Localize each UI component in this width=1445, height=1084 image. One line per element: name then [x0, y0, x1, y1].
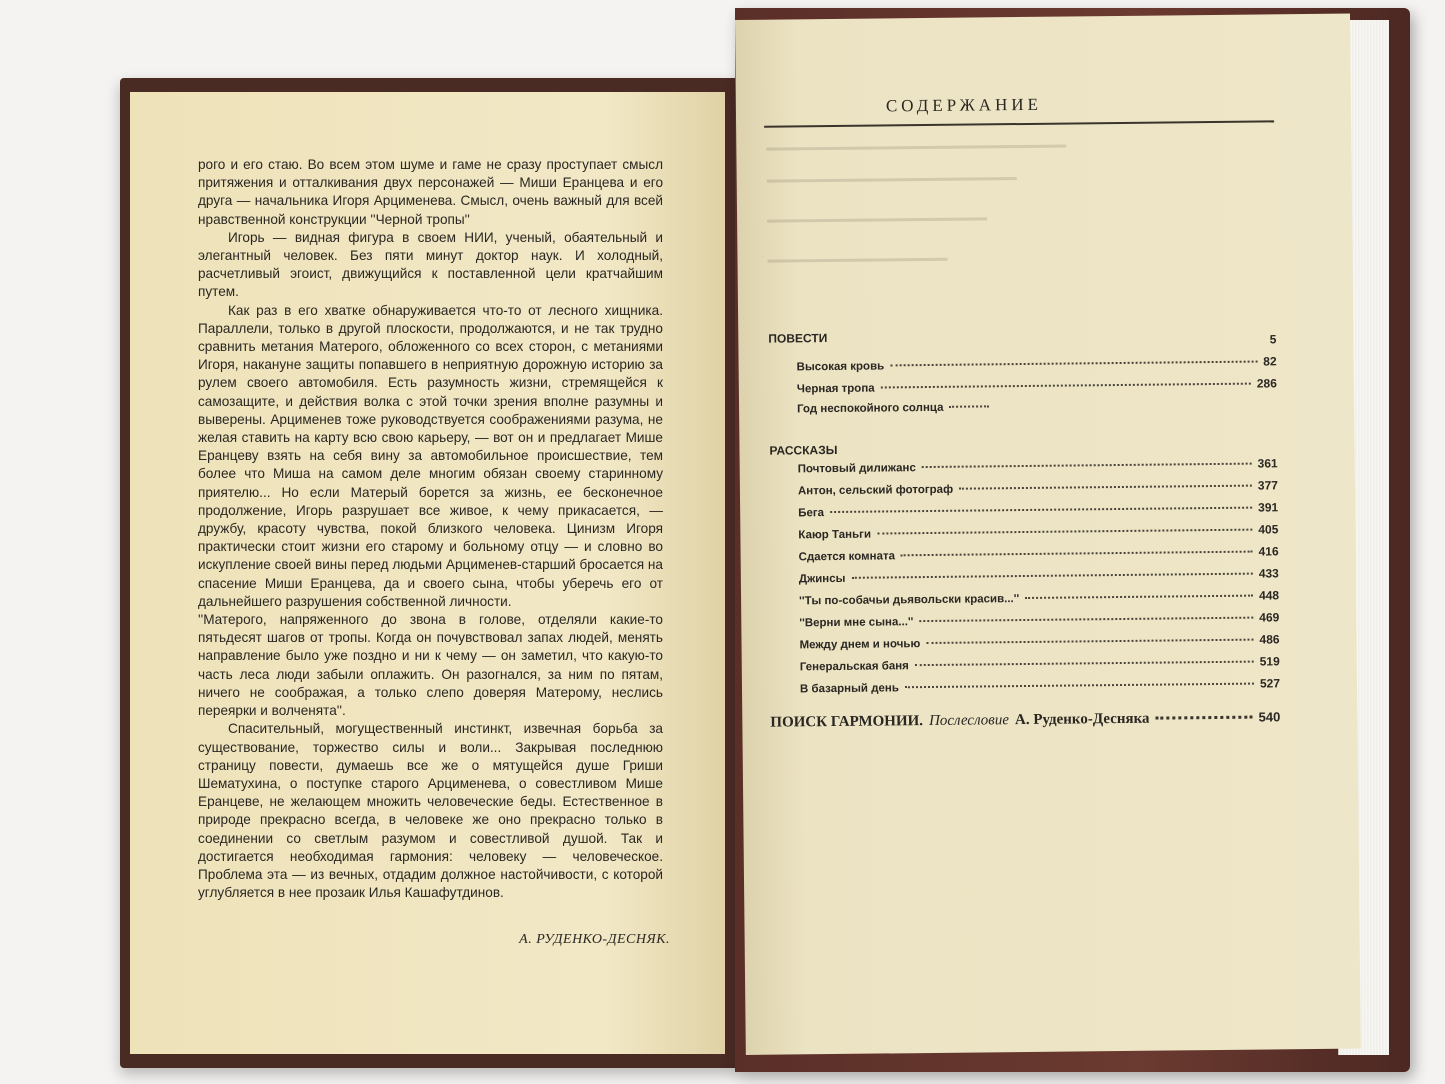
- toc-entry-title: Между днем и ночью: [799, 638, 921, 652]
- signature: А. РУДЕНКО-ДЕСНЯК.: [519, 932, 670, 947]
- left-page: [130, 92, 725, 1054]
- paragraph: Как раз в его хватке обнаруживается что-то от лесного хищника. Параллели, только в другой плоскости, продолжаются, и не так трудно сравнить метания Матерого, обложенного со всех сторон, с метаниями Игоря, накануне защиты попавшего в неприятную дорожную историю за рулем своего автомобиля. Есть разумность жизни, стремящейся к самозащите, и действия волка с этой точки зрения вполне разумны и выверены. Арцименев тоже руководствуется соображениями разума, не желая ставить на карту всю свою карьеру, — вот он и предлагает Мише Еранцеву взять на себя вину за автомобильное происшествие, тем более что Миша на самом деле многим обязан своему старинному приятелю... Но если Матерый борется за жизнь, ее бесконечное продолжение, Игорь разрушает все живое, к чему прикасается, — дружбу, красоту чувства, покой близкого человека. Цинизм Игоря практически стоит жизни его старому и больному отцу — и словно во искупление своей вины перед людьми Арцименев-старший бросается на спасение Миши Еранцева, да и своего сына, чтобы уберечь его от дальнейшего разрушения собственной личности.: [198, 302, 663, 609]
- dot-leader: [922, 463, 1252, 468]
- toc-entry-title: Джинсы: [798, 572, 846, 586]
- section-povesti: ПОВЕСТИ: [768, 331, 828, 346]
- afterword-italic: Послесловие: [928, 712, 1010, 730]
- toc-entry-title: Высокая кровь: [796, 360, 885, 374]
- toc-rule: [764, 120, 1274, 127]
- toc-entry-title: В базарный день: [799, 682, 899, 696]
- toc-entry-title: Генеральская баня: [799, 660, 909, 674]
- dot-leader: [881, 383, 1251, 389]
- toc-entry-title: Черная тропа: [796, 382, 875, 396]
- dot-leader: [959, 485, 1252, 490]
- show-through-text: [767, 217, 987, 222]
- dot-leader: [851, 573, 1252, 579]
- rasskazy-list: [798, 456, 1281, 703]
- show-through-text: [767, 177, 1017, 183]
- dot-leader: [926, 639, 1253, 644]
- show-through-text: [768, 258, 948, 263]
- dot-leader: [830, 507, 1252, 513]
- toc-page-number: 540: [1258, 709, 1281, 725]
- toc-entry-title: ''Ты по-собачьи дьявольски красив...'': [799, 593, 1020, 608]
- toc-entry-title: Антон, сельский фотограф: [797, 483, 954, 498]
- toc-entry: [800, 676, 1280, 703]
- dot-leader: [905, 683, 1254, 689]
- toc-entry: [797, 398, 1277, 425]
- toc-page-number: 5: [1269, 332, 1277, 347]
- toc-page-number: 286: [1256, 376, 1277, 391]
- toc-page-number: 377: [1257, 478, 1278, 493]
- paragraph: Спасительный, могущественный инстинкт, извечная борьба за существование, торжество силы и воли... Закрывая последнюю страницу повести, думаешь все же о мятущейся душе Гриши Шематухина, о поступке старого Арцименева, о совестливом Мише Еранцеве, не желающем множить человеческие беды. Естественное в природе прекрасно всегда, в человеке же оно прекрасно только в соединении со светлым разумом и совестливой душой. Так и достигается необходимая гармония: человеку — человеческое. Проблема эта — из вечных, отдадим должное настойчивости, с которой углубляется в нее прозаик Илья Кашафутдинов.: [198, 721, 663, 901]
- toc-page-number: 448: [1258, 588, 1280, 603]
- toc-page-number: 527: [1259, 676, 1281, 691]
- afterword-text: [198, 156, 663, 902]
- afterword-label: ПОИСК ГАРМОНИИ.: [770, 713, 924, 731]
- paragraph: Игорь — видная фигура в своем НИИ, ученый, обаятельный и элегантный человек. Без пяти минут доктор наук. И холодный, расчетливый эгоист, движущийся к поставленной цели кратчайшим путем.: [198, 229, 663, 300]
- toc-page-number: 361: [1257, 456, 1278, 471]
- dot-leader: [890, 361, 1257, 367]
- dot-leader: [877, 529, 1252, 535]
- toc-page-number: 82: [1263, 354, 1277, 369]
- toc-title: СОДЕРЖАНИЕ: [885, 94, 1043, 116]
- dot-leader: [919, 617, 1253, 622]
- dot-leader: [949, 405, 989, 407]
- toc-page-number: 469: [1259, 610, 1280, 625]
- toc-entry-title: Бега: [798, 507, 825, 520]
- section-rasskazy: РАССКАЗЫ: [769, 442, 838, 458]
- toc-entry-title: Год неспокойного солнца: [797, 401, 944, 416]
- toc-page-number: 433: [1258, 566, 1279, 581]
- show-through-text: [766, 145, 1066, 151]
- dot-leader: [1155, 716, 1252, 720]
- toc-afterword-entry: [770, 709, 1280, 731]
- dot-leader: [915, 661, 1254, 667]
- toc-entry-title: ''Верни мне сына...'': [799, 616, 914, 630]
- toc-page-number: 405: [1258, 522, 1279, 537]
- dot-leader: [901, 551, 1253, 557]
- toc-entry-title: Сдается комната: [798, 550, 896, 564]
- paragraph-quote: ''Матерого, напряженного до звона в голове, отделяли какие-то пятьдесят шагов от тропы. Когда он почувствовал запах людей, менять направление было уже поздно и ни к чему — он заметил, что какую-то часть леса люди забыли оплажить. Он разогнался, за ним по пятам, ничего не соображая, а только слепо доверяя Матерому, неслись переярки и волченята''.: [198, 612, 663, 719]
- paragraph: рого и его стаю. Во всем этом шуме и гаме не сразу проступает смысл притяжения и отталкивания двух персонажей — Миши Еранцева и его друга — начальника Игоря Арцименева. Смысл, очень важный для всей нравственной конструкции ''Черной тропы'': [198, 157, 663, 227]
- dot-leader: [1025, 595, 1253, 599]
- toc-page-number: 391: [1258, 500, 1279, 515]
- povesti-list: [796, 332, 1277, 425]
- toc-entry-title: Почтовый дилижанс: [797, 462, 916, 476]
- right-page: [735, 14, 1361, 1055]
- afterword-author: А. Руденко-Десняка: [1014, 710, 1150, 729]
- toc-page-number: 486: [1259, 632, 1280, 647]
- toc-entry-title: Каюр Таньги: [798, 528, 872, 542]
- toc-page-number: 519: [1259, 654, 1280, 669]
- toc-page-number: 416: [1258, 544, 1279, 559]
